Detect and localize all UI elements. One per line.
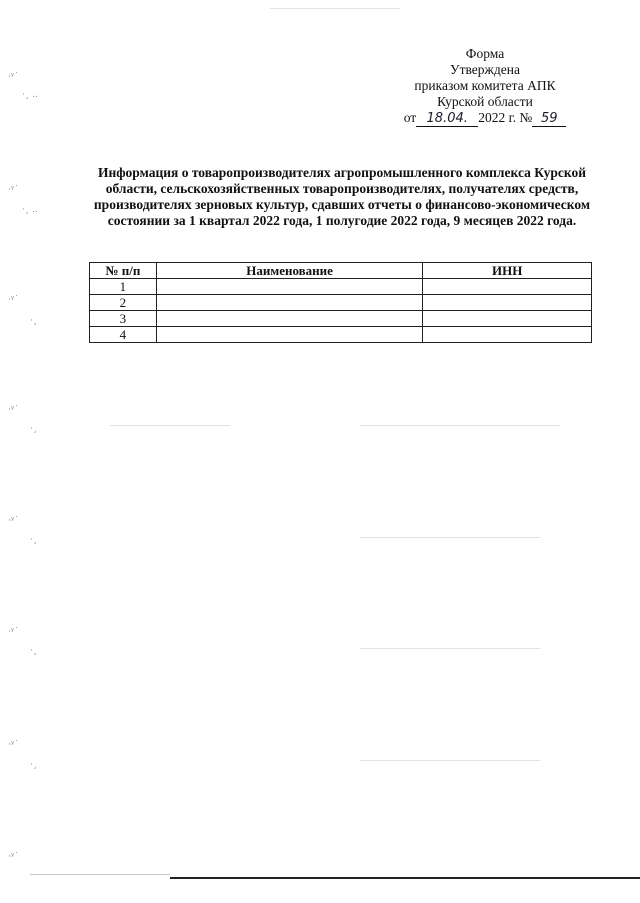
- order-date-line: [380, 110, 590, 127]
- scan-shadow: [360, 537, 540, 538]
- scan-speck: ·¸: [30, 316, 38, 326]
- scan-speck: ·¸ ..: [22, 205, 38, 215]
- scan-speck: ·ʸ˙: [8, 405, 19, 415]
- form-label: Форма: [465, 46, 505, 61]
- handwritten-date: 18.04.: [416, 112, 478, 127]
- row-inn-cell: [423, 279, 592, 295]
- row-number: 1: [90, 279, 157, 295]
- row-name-cell: [156, 327, 423, 343]
- row-name-cell: [156, 279, 423, 295]
- table-header-row: [90, 263, 592, 279]
- scan-edge: [170, 877, 640, 879]
- scan-speck: ·¸: [30, 535, 38, 545]
- row-inn-cell: [423, 295, 592, 311]
- row-name-cell: [156, 311, 423, 327]
- producers-table: [89, 262, 592, 343]
- row-inn-cell: [423, 327, 592, 343]
- approval-block: [380, 46, 590, 127]
- scan-speck: ·¸: [30, 646, 38, 656]
- header-inn: ИНН: [423, 263, 592, 279]
- handwritten-order-number: 59: [532, 112, 566, 127]
- scan-speck: ·¸: [30, 760, 38, 770]
- scan-shadow: [360, 425, 560, 426]
- row-number: 2: [90, 295, 157, 311]
- scan-shadow: [110, 425, 230, 426]
- scan-speck: ·ʸ˙: [8, 295, 19, 305]
- order-prefix: от: [403, 110, 417, 125]
- order-committee: приказом комитета АПК: [414, 78, 556, 93]
- scan-speck: ·¸: [30, 424, 38, 434]
- row-number: 4: [90, 327, 157, 343]
- header-number: № п/п: [90, 263, 157, 279]
- scan-speck: ·ʸ˙: [8, 852, 19, 862]
- approved-label: Утверждена: [450, 62, 520, 77]
- row-inn-cell: [423, 311, 592, 327]
- table-row: [90, 327, 592, 343]
- table-row: [90, 311, 592, 327]
- scan-edge: [30, 874, 170, 875]
- order-region: Курской области: [437, 94, 533, 109]
- table-row: [90, 279, 592, 295]
- row-number: 3: [90, 311, 157, 327]
- header-name: Наименование: [156, 263, 423, 279]
- scan-speck: ·ʸ˙: [8, 72, 19, 82]
- scan-speck: ·ʸ˙: [8, 740, 19, 750]
- table-row: [90, 295, 592, 311]
- order-year: 2022 г. №: [478, 110, 533, 125]
- scan-speck: ·¸ ..: [22, 90, 38, 100]
- scan-speck: ·ʸ˙: [8, 516, 19, 526]
- scan-shadow: [360, 760, 540, 761]
- scan-speck: ·ʸ˙: [8, 185, 19, 195]
- scan-shadow: [360, 648, 540, 649]
- scan-shadow: [270, 8, 400, 9]
- row-name-cell: [156, 295, 423, 311]
- document-title: Информация о товаропроизводителях агропромышленного комплекса Курской области, сельскохозяйственных товаропроизводителях, получателях средств, производителях зерновых культур, сдавших отчеты о финансово-экономическом состоянии за 1 квартал 2022 года, 1 полугодие 2022 года, 9 месяцев 2022 года.: [93, 165, 591, 228]
- scan-speck: ·ʸ˙: [8, 627, 19, 637]
